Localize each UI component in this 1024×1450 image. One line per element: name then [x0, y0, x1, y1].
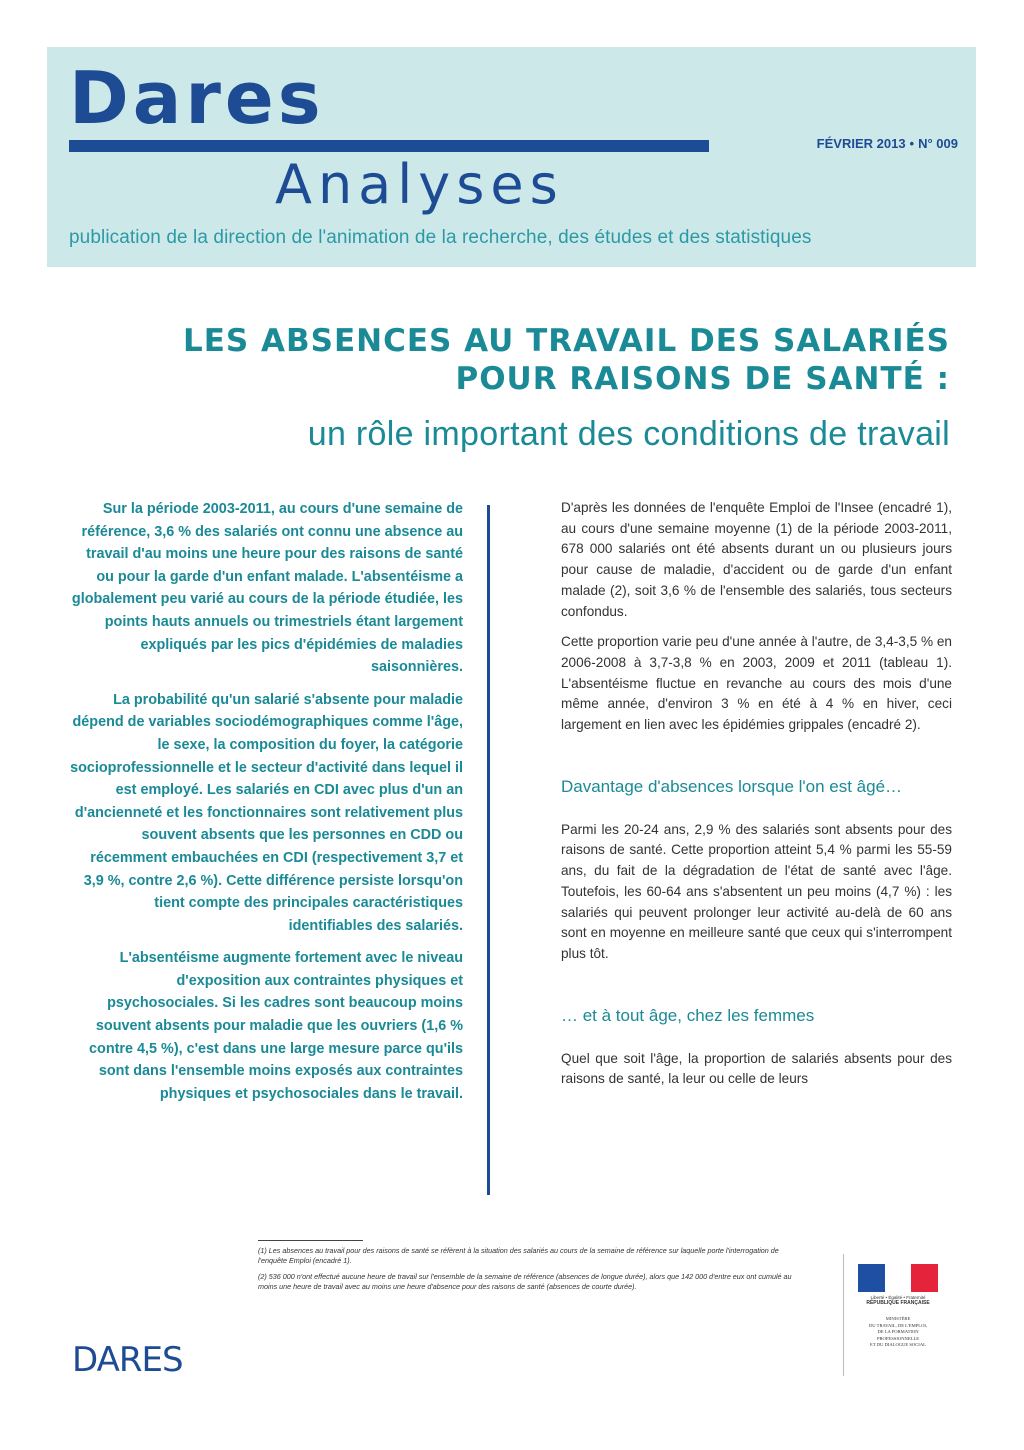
article-title-line-1: LES ABSENCES AU TRAVAIL DES SALARIÉS	[182, 323, 950, 359]
body-paragraph-intro-2: Cette proportion varie peu d'une année à l'autre, de 3,4-3,5 % en 2006-2008 à 3,7-3,8 % en 2003, 2009 et 2011 (tableau 1). L'absentéisme fluctue en revanche au cours des mois d'une même année, d'environ 3 % en été à 4 % en hiver, ceci largement en lien avec les épidémies grippales (encadré 2).	[561, 634, 952, 733]
ministry-line: DU TRAVAIL, DE L'EMPLOI,	[868, 1322, 928, 1328]
abstract-paragraph: Sur la période 2003-2011, au cours d'une semaine de référence, 3,6 % des salariés ont connu une absence au travail d'au moins une heure pour des raisons de santé ou pour la garde d'un enfant malade. L'absentéisme a globalement peu varié au cours de la période étudiée, les points hauts annuels ou trimestriels étant largement expliqués par les pics d'épidémies de maladies saisonnières.	[71, 501, 463, 676]
brand-divider	[69, 140, 709, 152]
ministry-line: PROFESSIONNELLE	[876, 1335, 920, 1341]
marianne-flag-icon	[858, 1264, 938, 1292]
body-paragraph-women: Quel que soit l'âge, la proportion de salariés absents pour des raisons de santé, la leur ou celle de leurs	[561, 1050, 952, 1087]
article-subtitle: un rôle important des conditions de travail	[307, 415, 950, 453]
ministry-name	[850, 1316, 946, 1349]
section-heading-women: … et à tout âge, chez les femmes	[561, 1005, 815, 1025]
issue-number: N° 009	[918, 136, 958, 151]
issue-date: FÉVRIER 2013	[816, 136, 906, 151]
ministry-line: MINISTÈRE	[885, 1316, 911, 1321]
publication-tagline: publication de la direction de l'animation de la recherche, des études et des statistiques	[69, 227, 812, 248]
footnote-1: (1) Les absences au travail pour des raisons de santé se réfèrent à la situation des salariés au cours de la semaine de référence sur laquelle porte l'interrogation de l'enquête Emploi (encadré 1).	[258, 1246, 779, 1265]
abstract-paragraph: La probabilité qu'un salarié s'absente pour maladie dépend de variables sociodémographiques comme l'âge, le sexe, la composition du foyer, la catégorie socioprofessionnelle et le secteur d'activité dans lequel il est employé. Les salariés en CDI avec plus d'un an d'ancienneté et les fonctionnaires sont relativement plus souvent absents que les personnes en CDD ou récemment embauchées en CDI (respectivement 3,7 et 3,9 %, contre 2,6 %). Cette différence persiste lorsqu'on tient compte des principales caractéristiques identifiables des salariés.	[70, 691, 463, 934]
footnote-rule	[258, 1240, 363, 1241]
abstract-paragraph: L'absentéisme augmente fortement avec le niveau d'exposition aux contraintes physiques et psychosociales. Si les cadres sont beaucoup moins souvent absents pour maladie que les ouvriers (1,6 % contre 4,5 %), c'est dans une large mesure parce qu'ils sont dans l'ensemble moins exposés aux contraintes physiques et psychosociales dans le travail.	[89, 950, 463, 1102]
header-banner	[47, 47, 976, 267]
republic-motto: Liberté • Égalité • Fraternité	[870, 1295, 926, 1300]
ministry-logo	[843, 1254, 958, 1376]
article-title-line-2: POUR RAISONS DE SANTÉ :	[455, 361, 950, 397]
section-heading-age: Davantage d'absences lorsque l'on est âgé…	[561, 776, 903, 796]
body-paragraph-intro-1: D'après les données de l'enquête Emploi de l'Insee (encadré 1), au cours d'une semaine moyenne (1) de la période 2003-2011, 678 000 salariés ont été absents durant un ou plusieurs jours pour cause de maladie, d'accident ou de garde d'un enfant malade (2), soit 3,6 % de l'ensemble des salariés, tous secteurs confondus.	[561, 500, 952, 619]
article-title	[183, 322, 950, 398]
footnote-2: (2) 536 000 n'ont effectué aucune heure de travail sur l'ensemble de la semaine de référence (absences de longue durée), alors que 142 000 d'entre eux ont cumulé au moins une heure de travail avec au moins une heure d'absence pour des raisons de santé (absences de courte durée).	[258, 1272, 792, 1291]
body-paragraph-age: Parmi les 20-24 ans, 2,9 % des salariés sont absents pour des raisons de santé. Cette proportion atteint 5,4 % parmi les 55-59 ans, du fait de la dégradation de l'état de santé avec l'âge. Toutefois, les 60-64 ans s'absentent un peu moins (4,7 %) : les salariés qui peuvent prolonger leur activité au-delà de 60 ans sont en moyenne en meilleure santé que ceux qui s'interrompent plus tôt.	[561, 821, 952, 961]
abstract-column	[70, 498, 463, 1115]
footnotes	[258, 1246, 806, 1298]
brand-title-dares: Dares	[69, 56, 325, 140]
dares-logo: DARES	[72, 1340, 183, 1380]
republic-name: RÉPUBLIQUE FRANÇAISE	[866, 1300, 930, 1306]
ministry-line: ET DU DIALOGUE SOCIAL	[870, 1342, 926, 1347]
issue-separator: •	[909, 136, 915, 151]
column-divider	[487, 505, 490, 1195]
body-column	[561, 498, 952, 1100]
brand-title-analyses: Analyses	[275, 153, 564, 216]
ministry-line: DE LA FORMATION	[877, 1329, 919, 1334]
issue-info	[817, 136, 958, 151]
